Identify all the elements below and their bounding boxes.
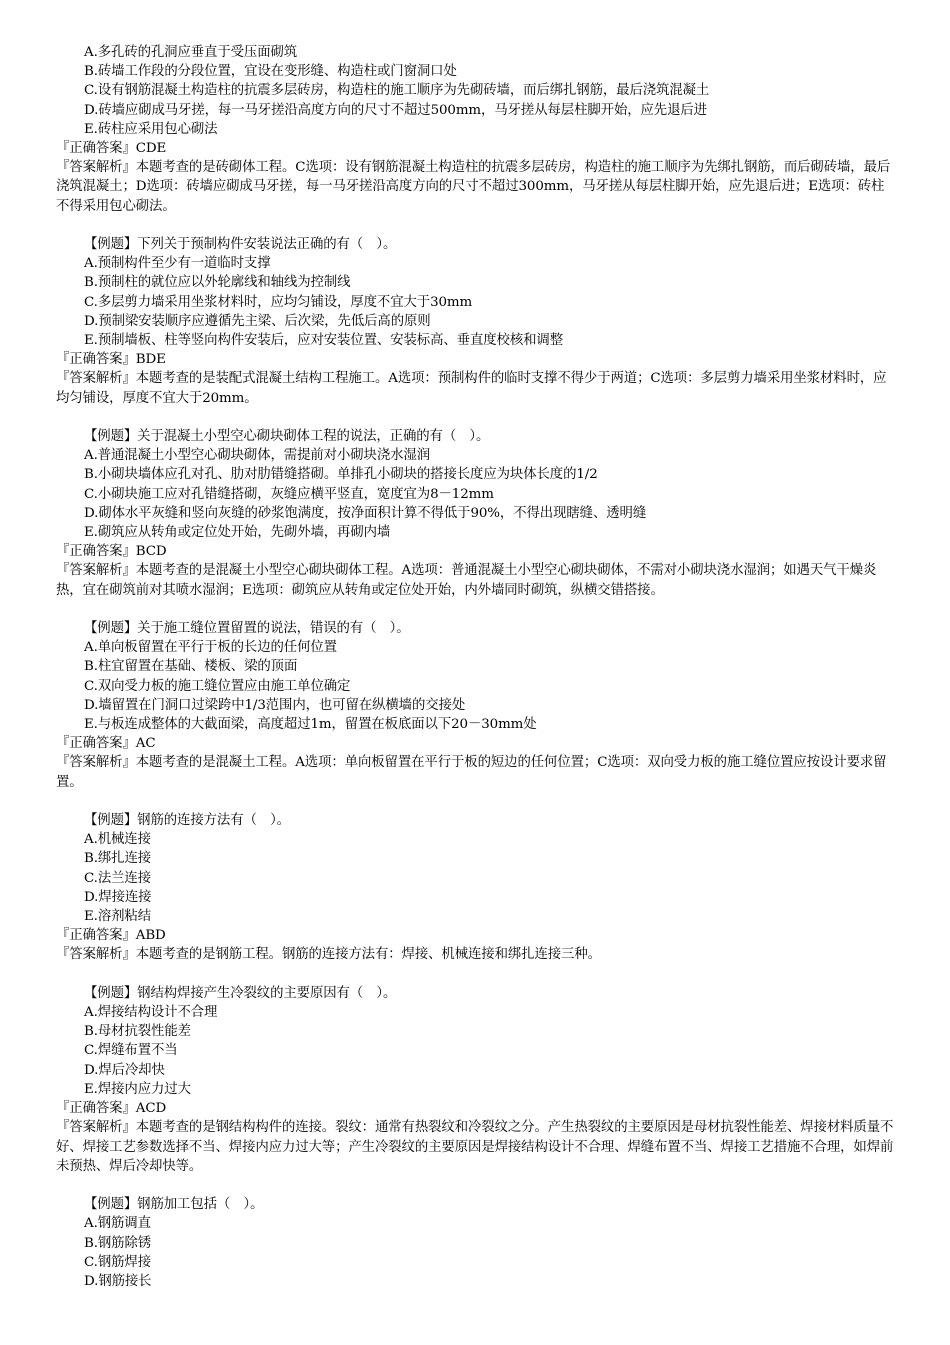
option-b: B.砖墙工作段的分段位置，宜设在变形缝、构造柱或门窗洞口处: [84, 64, 457, 80]
option-a: A.多孔砖的孔洞应垂直于受压面砌筑: [84, 45, 298, 60]
option-b: B.小砌块墙体应孔对孔、肋对肋错缝搭砌。单排孔小砌块的搭接长度应为块体长度的1/2: [84, 467, 598, 483]
option-a: A.钢筋调直: [84, 1216, 151, 1232]
option-e: E.与板连成整体的大截面梁，高度超过1m，留置在板底面以下20－30mm处: [84, 717, 537, 733]
question-block: [56, 811, 896, 965]
option-d: D.钢筋接长: [84, 1273, 152, 1289]
option-d: D.焊接连接: [84, 889, 152, 905]
option-c: C.小砌块施工应对孔错缝搭砌，灰缝应横平竖直，宽度宜为8－12mm: [84, 486, 494, 502]
option-a: A.普通混凝土小型空心砌块砌体，需提前对小砌块浇水湿润: [84, 448, 430, 464]
option-c: C.钢筋焊接: [84, 1254, 151, 1270]
question-title: 【例题】钢筋的连接方法有（ ）。: [84, 813, 290, 829]
question-block: [56, 43, 896, 216]
question-title: 【例题】钢结构焊接产生冷裂纹的主要原因有（ ）。: [84, 985, 397, 1001]
correct-answer: 『正确答案』BCD: [56, 544, 167, 560]
option-c: C.多层剪力墙采用坐浆材料时，应均匀铺设，厚度不宜大于30mm: [84, 294, 473, 310]
answer-analysis: 『答案解析』本题考查的是混凝土小型空心砌块砌体工程。A选项：普通混凝土小型空心砌块砌体，不需对小砌块浇水湿润；如遇天气干燥炎热，宜在砌筑前对其喷水湿润；E选项：砌筑应从转角或定位处开始，内外墙同时砌筑，纵横交错搭接。: [56, 563, 877, 598]
option-a: A.机械连接: [84, 832, 151, 848]
answer-analysis: 『答案解析』本题考查的是砖砌体工程。C选项：设有钢筋混凝土构造柱的抗震多层砖房，构造柱的施工顺序为先绑扎钢筋，而后砌砖墙，最后浇筑混凝土；D选项：砖墙应砌成马牙搓，每一马牙搓沿高度方向的尺寸不超过300mm，马牙搓从每层柱脚开始，应先退后进；E选项：砖柱不得采用包心砌法。: [56, 160, 891, 214]
answer-analysis: 『答案解析』本题考查的是装配式混凝土结构工程施工。A选项：预制构件的临时支撑不得少于两道；C选项：多层剪力墙采用坐浆材料时，应均匀铺设，厚度不宜大于20mm。: [56, 371, 887, 406]
option-a: A.焊接结构设计不合理: [84, 1005, 218, 1021]
option-e: E.溶剂粘结: [84, 909, 151, 925]
option-b: B.预制柱的就位应以外轮廓线和轴线为控制线: [84, 275, 351, 291]
option-b: B.绑扎连接: [84, 851, 152, 867]
correct-answer: 『正确答案』BDE: [56, 352, 166, 368]
question-block: [56, 427, 896, 600]
question-block: [56, 619, 896, 792]
document-page: [56, 43, 896, 1291]
option-a: A.预制构件至少有一道临时支撑: [84, 256, 271, 272]
option-c: C.设有钢筋混凝土构造柱的抗震多层砖房，构造柱的施工顺序为先砌砖墙，而后绑扎钢筋，最后浇筑混凝土: [84, 83, 710, 99]
option-e: E.焊接内应力过大: [84, 1081, 191, 1097]
option-c: C.法兰连接: [84, 870, 151, 886]
option-e: E.砌筑应从转角或定位处开始，先砌外墙，再砌内墙: [84, 525, 391, 541]
correct-answer: 『正确答案』ACD: [56, 1101, 167, 1117]
question-title: 【例题】钢筋加工包括（ ）。: [84, 1197, 264, 1213]
correct-answer: 『正确答案』ABD: [56, 928, 166, 944]
question-block: [56, 1195, 896, 1291]
correct-answer: 『正确答案』AC: [56, 736, 156, 752]
question-title: 【例题】关于混凝土小型空心砌块砌体工程的说法，正确的有（ ）。: [84, 429, 490, 445]
option-b: B.钢筋除锈: [84, 1235, 152, 1251]
answer-analysis: 『答案解析』本题考查的是钢结构构件的连接。裂纹：通常有热裂纹和冷裂纹之分。产生热裂纹的主要原因是母材抗裂性能差、焊接材料质量不好、焊接工艺参数选择不当、焊接内应力过大等；产生冷裂纹的主要原因是焊接结构设计不合理、焊缝布置不当、焊接工艺措施不合理，如焊前未预热、焊后冷却快等。: [56, 1120, 894, 1174]
option-c: C.焊缝布置不当: [84, 1043, 178, 1059]
option-d: D.砖墙应砌成马牙搓，每一马牙搓沿高度方向的尺寸不超过500mm，马牙搓从每层柱脚开始，应先退后进: [84, 102, 707, 118]
option-d: D.焊后冷却快: [84, 1062, 165, 1078]
option-c: C.双向受力板的施工缝位置应由施工单位确定: [84, 678, 351, 694]
question-title: 【例题】下列关于预制构件安装说法正确的有（ ）。: [84, 237, 397, 253]
option-b: B.柱宜留置在基础、楼板、梁的顶面: [84, 659, 298, 675]
correct-answer: 『正确答案』CDE: [56, 141, 167, 157]
option-d: D.墙留置在门洞口过梁跨中1/3范围内，也可留在纵横墙的交接处: [84, 697, 466, 713]
option-a: A.单向板留置在平行于板的长边的任何位置: [84, 640, 337, 656]
question-title: 【例题】关于施工缝位置留置的说法，错误的有（ ）。: [84, 621, 410, 637]
option-e: E.砖柱应采用包心砌法: [84, 121, 218, 137]
question-block: [56, 235, 896, 408]
option-e: E.预制墙板、柱等竖向构件安装后，应对安装位置、安装标高、垂直度校核和调整: [84, 333, 564, 349]
option-b: B.母材抗裂性能差: [84, 1024, 191, 1040]
answer-analysis: 『答案解析』本题考查的是钢筋工程。钢筋的连接方法有：焊接、机械连接和绑扎连接三种。: [56, 947, 601, 963]
answer-analysis: 『答案解析』本题考查的是混凝土工程。A选项：单向板留置在平行于板的短边的任何位置；C选项：双向受力板的施工缝位置应按设计要求留置。: [56, 755, 887, 790]
question-block: [56, 984, 896, 1176]
option-d: D.砌体水平灰缝和竖向灰缝的砂浆饱满度，按净面积计算不得低于90%，不得出现瞎缝、透明缝: [84, 505, 647, 521]
option-d: D.预制梁安装顺序应遵循先主梁、后次梁，先低后高的原则: [84, 313, 431, 329]
